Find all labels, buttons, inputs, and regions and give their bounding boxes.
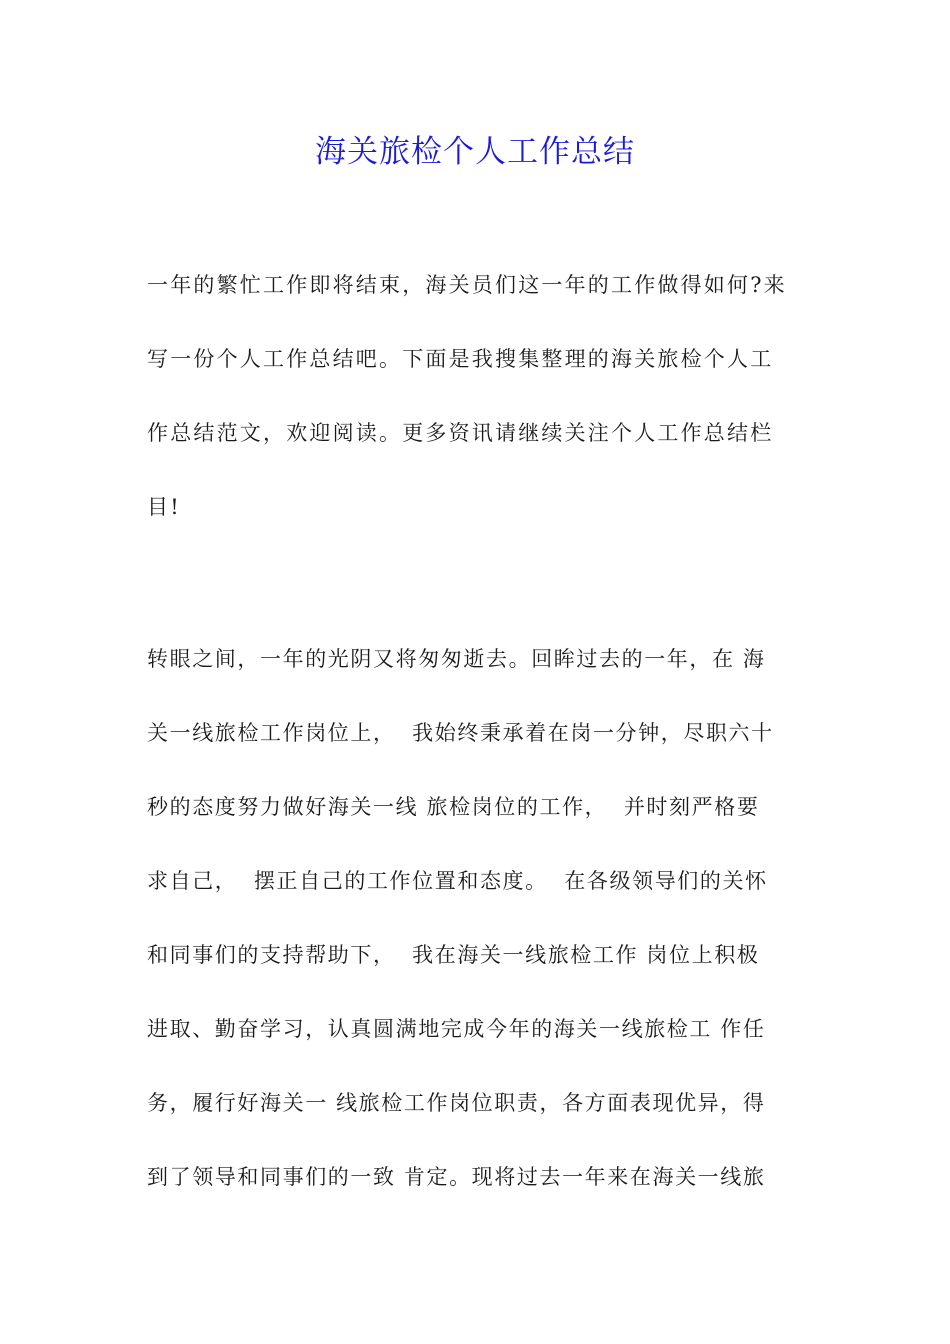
paragraph-line: 务，履行好海关一 线旅检工作岗位职责，各方面表现优异，得 xyxy=(147,1091,766,1115)
paragraph-line: 进取、勤奋学习，认真圆满地完成今年的海关一线旅检工 作任 xyxy=(147,1017,766,1041)
paragraph-line: 和同事们的支持帮助下， 我在海关一线旅检工作 岗位上积极 xyxy=(147,943,760,967)
paragraph-line: 一年的繁忙工作即将结束，海关员们这一年的工作做得如何?来 xyxy=(147,273,787,297)
paragraph-line: 作总结范文，欢迎阅读。更多资讯请继续关注个人工作总结栏 xyxy=(147,421,774,445)
document-title: 海关旅检个人工作总结 xyxy=(315,134,635,170)
paragraph-line: 秒的态度努力做好海关一线 旅检岗位的工作， 并时刻严格要 xyxy=(147,795,760,819)
paragraph-line: 转眼之间，一年的光阴又将匆匆逝去。回眸过去的一年，在 海 xyxy=(147,647,766,671)
paragraph-line: 关一线旅检工作岗位上， 我始终秉承着在岗一分钟，尽职六十 xyxy=(147,721,774,745)
paragraph-line: 到了领导和同事们的一致 肯定。现将过去一年来在海关一线旅 xyxy=(147,1165,766,1189)
paragraph-line: 写一份个人工作总结吧。下面是我搜集整理的海关旅检个人工 xyxy=(147,347,774,371)
paragraph-line: 求自己， 摆正自己的工作位置和态度。 在各级领导们的关怀 xyxy=(147,869,768,893)
intro-paragraph xyxy=(147,248,807,544)
paragraph-line: 目! xyxy=(147,495,181,519)
body-paragraph xyxy=(147,622,807,1214)
